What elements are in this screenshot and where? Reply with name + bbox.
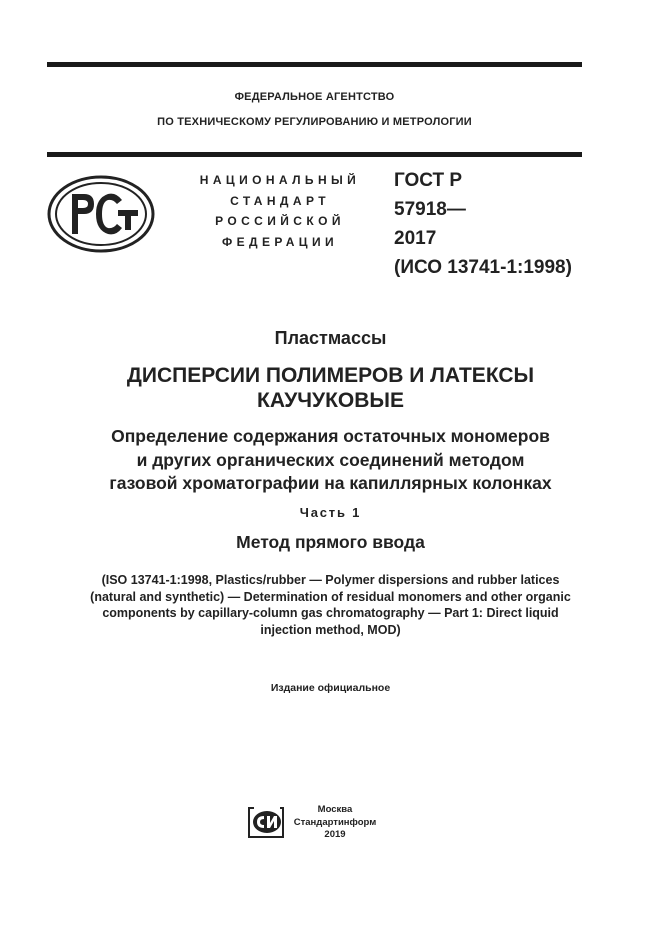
main-title [30, 363, 631, 413]
gost-line: 57918— [394, 199, 466, 220]
agency-name-line1: ФЕДЕРАЛЬНОЕ АГЕНТСТВО [234, 91, 395, 103]
gost-designation [394, 166, 594, 282]
label-line: СТАНДАРТ [230, 193, 330, 208]
iso-reference [60, 572, 601, 638]
rst-logo [46, 174, 156, 254]
part-title: Метод прямого ввода [236, 532, 425, 552]
publisher-year: 2019 [324, 829, 346, 840]
national-standard-label [190, 170, 370, 252]
iso-line: components by capillary-column gas chromatography — Part 1: Direct liquid [102, 606, 559, 620]
standartinform-logo [248, 805, 286, 839]
agency-name-line2: ПО ТЕХНИЧЕСКОМУ РЕГУЛИРОВАНИЮ И МЕТРОЛОГИИ [157, 116, 472, 128]
main-title-line: ДИСПЕРСИИ ПОЛИМЕРОВ И ЛАТЕКСЫ [126, 364, 535, 387]
subtitle-line: и других органических соединений методом [136, 449, 525, 470]
publisher-city: Москва [317, 804, 353, 815]
label-line: НАЦИОНАЛЬНЫЙ [199, 173, 361, 187]
subtitle-line: Определение содержания остаточных мономеров [111, 426, 550, 446]
main-title-line: КАУЧУКОВЫЕ [257, 389, 404, 412]
iso-line: (natural and synthetic) — Determination of residual monomers and other organic [90, 589, 571, 604]
part-number: Часть 1 [299, 505, 362, 520]
gost-line: ГОСТ Р [394, 170, 463, 191]
label-line: ФЕДЕРАЦИИ [221, 234, 339, 249]
edition-label: Издание официальное [270, 682, 391, 694]
subtitle [30, 425, 631, 496]
gost-line: 2017 [394, 228, 437, 249]
iso-line: (ISO 13741-1:1998, Plastics/rubber — Polymer dispersions and rubber latices [101, 573, 560, 587]
category-title: Пластмассы [274, 328, 387, 348]
gost-line: (ИСО 13741-1:1998) [394, 257, 572, 278]
iso-line: injection method, MOD) [260, 622, 401, 637]
subtitle-line: газовой хроматографии на капиллярных колонках [109, 473, 552, 493]
header-divider [47, 152, 582, 157]
label-line: РОССИЙСКОЙ [215, 214, 345, 228]
publisher-imprint [290, 804, 380, 842]
publisher-name: Стандартинформ [293, 816, 377, 828]
top-divider [47, 62, 582, 67]
